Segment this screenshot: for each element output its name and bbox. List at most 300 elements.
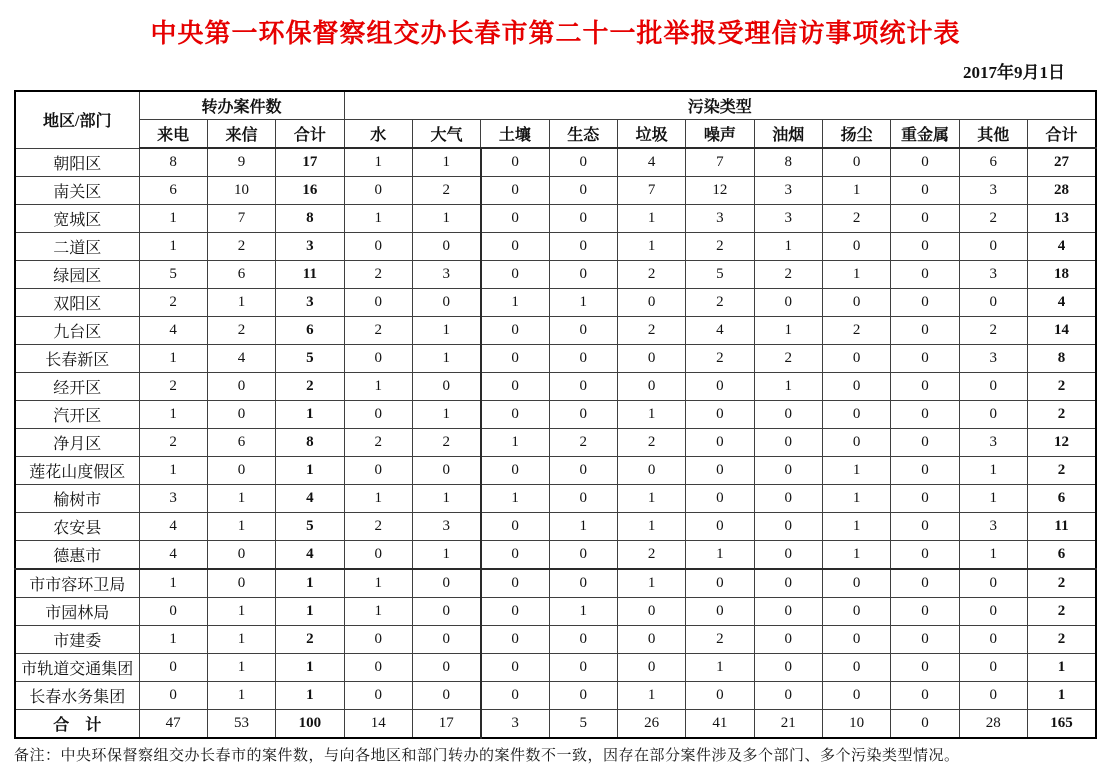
value-cell: 0 xyxy=(481,373,549,401)
value-cell: 0 xyxy=(891,485,959,513)
value-cell: 0 xyxy=(617,598,685,626)
value-cell: 1 xyxy=(959,485,1027,513)
value-cell: 2 xyxy=(276,626,344,654)
col-header-ecology: 生态 xyxy=(549,120,617,149)
value-cell: 165 xyxy=(1027,710,1096,739)
value-cell: 0 xyxy=(754,457,822,485)
value-cell: 1 xyxy=(959,457,1027,485)
value-cell: 47 xyxy=(139,710,207,739)
value-cell: 0 xyxy=(822,569,890,598)
col-header-other: 其他 xyxy=(959,120,1027,149)
value-cell: 1 xyxy=(617,485,685,513)
value-cell: 1 xyxy=(481,289,549,317)
value-cell: 1 xyxy=(207,513,275,541)
value-cell: 4 xyxy=(617,148,685,177)
total-row xyxy=(15,710,1096,739)
statistics-table xyxy=(14,90,1097,739)
table-row xyxy=(15,289,1096,317)
value-cell: 0 xyxy=(891,626,959,654)
col-header-water: 水 xyxy=(344,120,412,149)
value-cell: 0 xyxy=(549,569,617,598)
table-row xyxy=(15,401,1096,429)
value-cell: 0 xyxy=(481,205,549,233)
region-cell: 九台区 xyxy=(15,317,139,345)
value-cell: 3 xyxy=(276,233,344,261)
value-cell: 2 xyxy=(139,373,207,401)
value-cell: 1 xyxy=(481,429,549,457)
value-cell: 0 xyxy=(891,148,959,177)
value-cell: 1 xyxy=(207,598,275,626)
table-row xyxy=(15,457,1096,485)
col-header-dust: 扬尘 xyxy=(822,120,890,149)
value-cell: 6 xyxy=(207,429,275,457)
region-cell: 市轨道交通集团 xyxy=(15,654,139,682)
value-cell: 0 xyxy=(891,261,959,289)
value-cell: 2 xyxy=(754,345,822,373)
value-cell: 0 xyxy=(412,233,480,261)
value-cell: 6 xyxy=(1027,541,1096,570)
value-cell: 3 xyxy=(686,205,754,233)
value-cell: 4 xyxy=(276,541,344,570)
value-cell: 4 xyxy=(686,317,754,345)
value-cell: 0 xyxy=(481,401,549,429)
col-header-air: 大气 xyxy=(412,120,480,149)
value-cell: 6 xyxy=(276,317,344,345)
value-cell: 0 xyxy=(139,654,207,682)
value-cell: 0 xyxy=(344,654,412,682)
value-cell: 0 xyxy=(412,289,480,317)
value-cell: 0 xyxy=(959,401,1027,429)
region-cell: 经开区 xyxy=(15,373,139,401)
value-cell: 13 xyxy=(1027,205,1096,233)
value-cell: 1 xyxy=(754,233,822,261)
value-cell: 2 xyxy=(1027,626,1096,654)
value-cell: 0 xyxy=(549,626,617,654)
value-cell: 2 xyxy=(959,317,1027,345)
value-cell: 16 xyxy=(276,177,344,205)
value-cell: 6 xyxy=(1027,485,1096,513)
value-cell: 0 xyxy=(481,626,549,654)
value-cell: 0 xyxy=(207,373,275,401)
col-header-soil: 土壤 xyxy=(481,120,549,149)
value-cell: 0 xyxy=(891,654,959,682)
value-cell: 11 xyxy=(276,261,344,289)
value-cell: 0 xyxy=(754,485,822,513)
value-cell: 0 xyxy=(344,233,412,261)
value-cell: 12 xyxy=(686,177,754,205)
value-cell: 0 xyxy=(891,429,959,457)
value-cell: 0 xyxy=(207,457,275,485)
value-cell: 0 xyxy=(549,682,617,710)
value-cell: 2 xyxy=(686,233,754,261)
value-cell: 0 xyxy=(959,233,1027,261)
col-header-noise: 噪声 xyxy=(686,120,754,149)
col-header-letters: 来信 xyxy=(207,120,275,149)
value-cell: 28 xyxy=(1027,177,1096,205)
region-cell: 市园林局 xyxy=(15,598,139,626)
value-cell: 0 xyxy=(822,401,890,429)
value-cell: 3 xyxy=(959,177,1027,205)
value-cell: 0 xyxy=(481,457,549,485)
sub-header-row xyxy=(15,120,1096,149)
value-cell: 1 xyxy=(617,513,685,541)
value-cell: 1 xyxy=(686,541,754,570)
col-header-total: 合计 xyxy=(1027,120,1096,149)
table-row xyxy=(15,317,1096,345)
value-cell: 0 xyxy=(686,682,754,710)
value-cell: 0 xyxy=(481,177,549,205)
value-cell: 0 xyxy=(686,485,754,513)
table-row xyxy=(15,373,1096,401)
value-cell: 1 xyxy=(617,401,685,429)
value-cell: 0 xyxy=(617,654,685,682)
value-cell: 0 xyxy=(344,682,412,710)
value-cell: 0 xyxy=(754,626,822,654)
value-cell: 2 xyxy=(822,317,890,345)
value-cell: 1 xyxy=(754,317,822,345)
value-cell: 0 xyxy=(139,682,207,710)
value-cell: 0 xyxy=(617,373,685,401)
value-cell: 1 xyxy=(754,373,822,401)
value-cell: 0 xyxy=(139,598,207,626)
value-cell: 0 xyxy=(481,654,549,682)
report-date: 2017年9月1日 xyxy=(963,63,1065,82)
value-cell: 0 xyxy=(549,654,617,682)
value-cell: 28 xyxy=(959,710,1027,739)
value-cell: 0 xyxy=(959,626,1027,654)
value-cell: 12 xyxy=(1027,429,1096,457)
value-cell: 3 xyxy=(276,289,344,317)
value-cell: 0 xyxy=(686,598,754,626)
value-cell: 8 xyxy=(1027,345,1096,373)
value-cell: 1 xyxy=(412,401,480,429)
table-row xyxy=(15,148,1096,177)
value-cell: 4 xyxy=(1027,289,1096,317)
value-cell: 0 xyxy=(549,317,617,345)
value-cell: 0 xyxy=(412,654,480,682)
value-cell: 1 xyxy=(412,317,480,345)
value-cell: 2 xyxy=(822,205,890,233)
table-row xyxy=(15,177,1096,205)
table-row xyxy=(15,205,1096,233)
col-header-fumes: 油烟 xyxy=(754,120,822,149)
value-cell: 0 xyxy=(481,317,549,345)
value-cell: 11 xyxy=(1027,513,1096,541)
value-cell: 2 xyxy=(617,317,685,345)
value-cell: 1 xyxy=(617,569,685,598)
value-cell: 0 xyxy=(959,682,1027,710)
value-cell: 0 xyxy=(481,345,549,373)
value-cell: 1 xyxy=(412,345,480,373)
value-cell: 2 xyxy=(276,373,344,401)
value-cell: 0 xyxy=(822,626,890,654)
col-header-calls: 来电 xyxy=(139,120,207,149)
group-header-row xyxy=(15,91,1096,120)
value-cell: 0 xyxy=(481,261,549,289)
value-cell: 1 xyxy=(276,401,344,429)
value-cell: 0 xyxy=(754,569,822,598)
value-cell: 0 xyxy=(481,513,549,541)
value-cell: 1 xyxy=(276,457,344,485)
value-cell: 0 xyxy=(549,485,617,513)
value-cell: 3 xyxy=(481,710,549,739)
value-cell: 0 xyxy=(412,373,480,401)
value-cell: 0 xyxy=(617,626,685,654)
region-cell: 榆树市 xyxy=(15,485,139,513)
table-row xyxy=(15,569,1096,598)
value-cell: 1 xyxy=(344,205,412,233)
value-cell: 3 xyxy=(754,177,822,205)
value-cell: 0 xyxy=(549,345,617,373)
value-cell: 10 xyxy=(822,710,890,739)
value-cell: 1 xyxy=(822,485,890,513)
value-cell: 41 xyxy=(686,710,754,739)
table-row xyxy=(15,682,1096,710)
page-title: 中央第一环保督察组交办长春市第二十一批举报受理信访事项统计表 xyxy=(150,19,961,48)
value-cell: 1 xyxy=(207,289,275,317)
value-cell: 0 xyxy=(481,682,549,710)
value-cell: 8 xyxy=(276,429,344,457)
value-cell: 7 xyxy=(617,177,685,205)
value-cell: 2 xyxy=(207,233,275,261)
value-cell: 14 xyxy=(344,710,412,739)
col-header-region: 地区/部门 xyxy=(15,91,139,148)
table-row xyxy=(15,345,1096,373)
value-cell: 0 xyxy=(344,177,412,205)
value-cell: 1 xyxy=(207,654,275,682)
value-cell: 3 xyxy=(959,345,1027,373)
table-row xyxy=(15,513,1096,541)
value-cell: 2 xyxy=(1027,598,1096,626)
value-cell: 0 xyxy=(344,345,412,373)
value-cell: 0 xyxy=(959,569,1027,598)
value-cell: 0 xyxy=(344,401,412,429)
region-cell: 二道区 xyxy=(15,233,139,261)
value-cell: 2 xyxy=(617,541,685,570)
value-cell: 26 xyxy=(617,710,685,739)
value-cell: 0 xyxy=(686,373,754,401)
value-cell: 1 xyxy=(207,682,275,710)
value-cell: 5 xyxy=(549,710,617,739)
value-cell: 0 xyxy=(617,289,685,317)
value-cell: 0 xyxy=(617,457,685,485)
value-cell: 0 xyxy=(822,429,890,457)
value-cell: 1 xyxy=(822,261,890,289)
value-cell: 100 xyxy=(276,710,344,739)
value-cell: 1 xyxy=(412,541,480,570)
value-cell: 8 xyxy=(754,148,822,177)
value-cell: 0 xyxy=(549,261,617,289)
value-cell: 1 xyxy=(139,457,207,485)
value-cell: 1 xyxy=(822,457,890,485)
region-cell: 汽开区 xyxy=(15,401,139,429)
value-cell: 0 xyxy=(481,233,549,261)
value-cell: 0 xyxy=(686,569,754,598)
value-cell: 1 xyxy=(549,289,617,317)
table-row xyxy=(15,429,1096,457)
table-row xyxy=(15,233,1096,261)
value-cell: 4 xyxy=(139,317,207,345)
value-cell: 0 xyxy=(412,598,480,626)
region-cell: 长春新区 xyxy=(15,345,139,373)
value-cell: 2 xyxy=(412,429,480,457)
value-cell: 0 xyxy=(549,233,617,261)
value-cell: 1 xyxy=(344,598,412,626)
value-cell: 1 xyxy=(139,205,207,233)
value-cell: 6 xyxy=(959,148,1027,177)
value-cell: 1 xyxy=(822,541,890,570)
value-cell: 0 xyxy=(412,626,480,654)
col-header-heavy-metal: 重金属 xyxy=(891,120,959,149)
footnote: 备注：中央环保督察组交办长春市的案件数，与向各地区和部门转办的案件数不一致，因存在部分案件涉及多个部门、多个污染类型情况。 xyxy=(14,748,960,764)
value-cell: 3 xyxy=(412,513,480,541)
value-cell: 2 xyxy=(344,429,412,457)
value-cell: 1 xyxy=(344,569,412,598)
table-row xyxy=(15,261,1096,289)
value-cell: 0 xyxy=(481,569,549,598)
value-cell: 0 xyxy=(822,345,890,373)
value-cell: 0 xyxy=(891,598,959,626)
value-cell: 3 xyxy=(959,513,1027,541)
value-cell: 0 xyxy=(822,373,890,401)
value-cell: 0 xyxy=(891,205,959,233)
value-cell: 0 xyxy=(891,345,959,373)
value-cell: 0 xyxy=(891,289,959,317)
value-cell: 7 xyxy=(207,205,275,233)
col-group-pollution-types: 污染类型 xyxy=(344,91,1096,120)
value-cell: 0 xyxy=(891,373,959,401)
value-cell: 2 xyxy=(1027,401,1096,429)
value-cell: 2 xyxy=(344,317,412,345)
value-cell: 1 xyxy=(139,233,207,261)
value-cell: 2 xyxy=(549,429,617,457)
region-cell: 宽城区 xyxy=(15,205,139,233)
value-cell: 1 xyxy=(207,485,275,513)
value-cell: 0 xyxy=(481,148,549,177)
value-cell: 0 xyxy=(822,148,890,177)
value-cell: 1 xyxy=(344,485,412,513)
region-cell: 绿园区 xyxy=(15,261,139,289)
value-cell: 4 xyxy=(139,541,207,570)
value-cell: 0 xyxy=(891,457,959,485)
value-cell: 0 xyxy=(959,654,1027,682)
value-cell: 0 xyxy=(822,598,890,626)
value-cell: 7 xyxy=(686,148,754,177)
value-cell: 0 xyxy=(891,541,959,570)
value-cell: 6 xyxy=(139,177,207,205)
value-cell: 0 xyxy=(822,233,890,261)
value-cell: 0 xyxy=(481,541,549,570)
table-body xyxy=(15,148,1096,738)
value-cell: 1 xyxy=(207,626,275,654)
value-cell: 8 xyxy=(139,148,207,177)
region-cell: 朝阳区 xyxy=(15,148,139,177)
value-cell: 2 xyxy=(617,261,685,289)
value-cell: 0 xyxy=(822,654,890,682)
col-header-subtotal: 合计 xyxy=(276,120,344,149)
region-cell: 市市容环卫局 xyxy=(15,569,139,598)
value-cell: 2 xyxy=(1027,457,1096,485)
value-cell: 0 xyxy=(822,682,890,710)
col-header-garbage: 垃圾 xyxy=(617,120,685,149)
value-cell: 0 xyxy=(686,429,754,457)
region-cell: 德惠市 xyxy=(15,541,139,570)
value-cell: 17 xyxy=(276,148,344,177)
region-cell: 市建委 xyxy=(15,626,139,654)
table-row xyxy=(15,598,1096,626)
col-group-transferred-cases: 转办案件数 xyxy=(139,91,344,120)
value-cell: 1 xyxy=(412,148,480,177)
value-cell: 0 xyxy=(549,541,617,570)
value-cell: 1 xyxy=(139,401,207,429)
value-cell: 4 xyxy=(139,513,207,541)
value-cell: 0 xyxy=(549,148,617,177)
value-cell: 0 xyxy=(344,289,412,317)
region-cell: 双阳区 xyxy=(15,289,139,317)
value-cell: 1 xyxy=(276,654,344,682)
value-cell: 0 xyxy=(549,373,617,401)
value-cell: 2 xyxy=(686,289,754,317)
value-cell: 2 xyxy=(686,345,754,373)
value-cell: 0 xyxy=(207,401,275,429)
value-cell: 21 xyxy=(754,710,822,739)
value-cell: 0 xyxy=(891,233,959,261)
value-cell: 10 xyxy=(207,177,275,205)
region-cell: 莲花山度假区 xyxy=(15,457,139,485)
value-cell: 27 xyxy=(1027,148,1096,177)
value-cell: 2 xyxy=(617,429,685,457)
value-cell: 0 xyxy=(891,177,959,205)
value-cell: 1 xyxy=(686,654,754,682)
value-cell: 4 xyxy=(207,345,275,373)
value-cell: 1 xyxy=(617,682,685,710)
value-cell: 5 xyxy=(686,261,754,289)
value-cell: 6 xyxy=(207,261,275,289)
value-cell: 0 xyxy=(549,177,617,205)
value-cell: 0 xyxy=(686,457,754,485)
value-cell: 0 xyxy=(754,598,822,626)
value-cell: 0 xyxy=(686,401,754,429)
value-cell: 0 xyxy=(207,569,275,598)
value-cell: 1 xyxy=(139,345,207,373)
value-cell: 1 xyxy=(276,569,344,598)
value-cell: 0 xyxy=(754,654,822,682)
value-cell: 0 xyxy=(959,373,1027,401)
value-cell: 0 xyxy=(891,513,959,541)
table-row xyxy=(15,626,1096,654)
region-cell: 南关区 xyxy=(15,177,139,205)
value-cell: 0 xyxy=(754,401,822,429)
table-header xyxy=(15,91,1096,148)
region-cell: 净月区 xyxy=(15,429,139,457)
value-cell: 0 xyxy=(891,401,959,429)
value-cell: 2 xyxy=(139,429,207,457)
value-cell: 2 xyxy=(1027,569,1096,598)
value-cell: 53 xyxy=(207,710,275,739)
value-cell: 1 xyxy=(822,177,890,205)
table-row xyxy=(15,541,1096,570)
value-cell: 1 xyxy=(549,598,617,626)
value-cell: 1 xyxy=(822,513,890,541)
table-row xyxy=(15,654,1096,682)
value-cell: 3 xyxy=(754,205,822,233)
value-cell: 0 xyxy=(686,513,754,541)
value-cell: 0 xyxy=(754,541,822,570)
value-cell: 4 xyxy=(276,485,344,513)
region-cell: 长春水务集团 xyxy=(15,682,139,710)
value-cell: 0 xyxy=(891,317,959,345)
value-cell: 0 xyxy=(549,401,617,429)
